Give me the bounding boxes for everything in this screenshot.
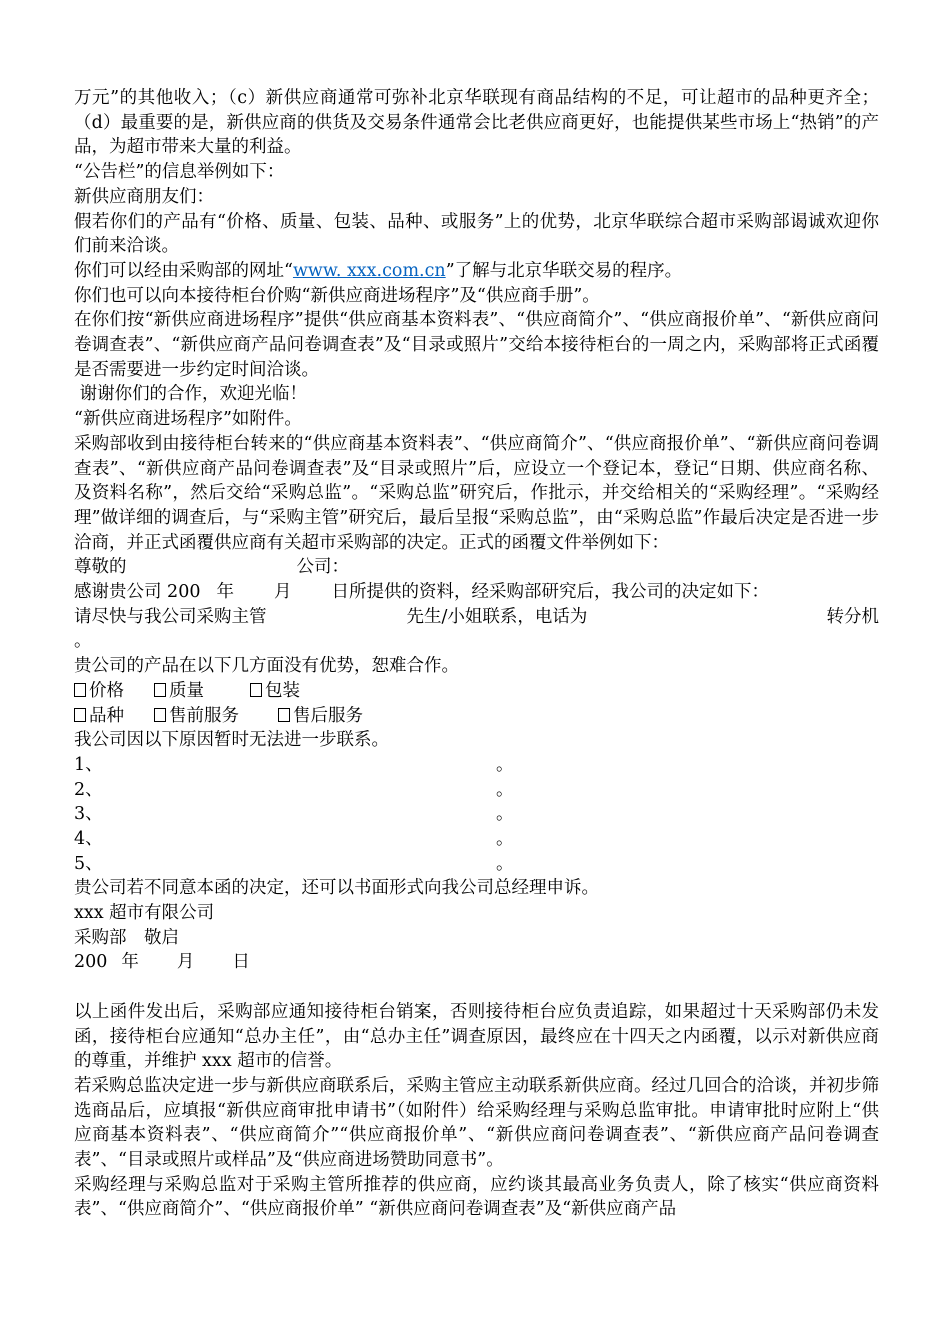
checkbox-price[interactable]: 价格 [74, 679, 154, 704]
contact-extension-text: 转分机 [826, 606, 879, 627]
checkbox-row-2 [74, 704, 879, 729]
checkbox-packaging[interactable]: 包装 [250, 679, 300, 704]
checkbox-square-icon [278, 708, 290, 722]
checkbox-square-icon [74, 708, 86, 722]
thanks-year-prefix: 感谢贵公司 200 [74, 582, 201, 603]
paragraph-thanks: 谢谢你们的合作，欢迎光临！ [74, 384, 308, 405]
checkbox-square-icon [74, 683, 86, 697]
blank-line [74, 975, 879, 1000]
paragraph-attachment-note: “新供应商进场程序”如附件。 [74, 409, 302, 430]
reason-line-1: 1、 。 [74, 754, 514, 775]
letter-appeal: 贵公司若不同意本函的决定，还可以书面形式向我公司总经理申诉。 [74, 878, 599, 899]
letter-salutation [74, 555, 879, 580]
website-prefix: 你们可以经由采购部的网址“ [74, 260, 293, 281]
paragraph-review-process: 采购部收到由接待柜台转来的“供应商基本资料表”、“供应商简介”、“供应商报价单”、“新供应商问卷调查表”、“新供应商产品问卷调查表”及“目录或照片”后，应设立一个登记本，登记“日期、供应商名称、及资料名称”，然后交给“采购总监”。“采购总监”研究后，作批示，并交给相关的“采购经理”。“采购经理”做详细的调查后，与“采购主管”研究后，最后呈报“采购总监”，由“采购总监”作最后决定是否进一步洽商，并正式函覆供应商有关超市采购部的决定。正式的函覆文件举例如下： [74, 433, 879, 553]
checkbox-presale-service[interactable]: 售前服务 [154, 704, 278, 729]
reason-line-3: 3、 。 [74, 804, 514, 825]
date-year: 200 [74, 952, 108, 973]
paragraph-invitation: 假若你们的产品有“价格、质量、包装、品种、或服务”上的优势，北京华联综合超市采购部谒诚欢迎你们前来洽谈。 [74, 211, 879, 257]
reason-line-5: 5、 。 [74, 853, 514, 874]
contact-manager-text: 请尽快与我公司采购主管 [74, 606, 267, 627]
checkbox-square-icon [154, 708, 166, 722]
paragraph-interview: 采购经理与采购总监对于采购主管所推荐的供应商，应约谈其最高业务负责人，除了核实“供应商资料表”、“供应商简介”、“供应商报价单” “新供应商问卷调查表”及“新供应商产品 [74, 1174, 879, 1220]
checkbox-row-1 [74, 679, 879, 704]
letter-contact-line [74, 605, 879, 630]
paragraph-intro-benefits: 万元”的其他收入；（c）新供应商通常可弥补北京华联现有商品结构的不足，可让超市的品种更齐全；（d）最重要的是，新供应商的供货及交易条件通常会比老供应商更好，也能提供某些市场上“热销”的产品，为超市带来大量的利益。 [74, 88, 879, 158]
salutation-text: 尊敬的 [74, 557, 127, 578]
checkbox-quality[interactable]: 质量 [154, 679, 250, 704]
letter-thanks-line [74, 580, 879, 605]
thanks-year-label: 年 [216, 582, 234, 603]
letter-department: 采购部 敬启 [74, 927, 179, 948]
date-month-label: 月 [176, 952, 195, 973]
thanks-month-label: 月 [273, 582, 292, 603]
checkbox-square-icon [250, 683, 262, 697]
paragraph-website [74, 259, 879, 284]
paragraph-approval: 若采购总监决定进一步与新供应商联系后，采购主管应主动联系新供应商。经过几回合的洽谈，并初步筛选商品后，应填报“新供应商审批申请书”（如附件）给采购经理与采购总监审批。申请审批时应附上“供应商基本资料表”、“供应商简介”“供应商报价单”、“新供应商问卷调查表”、“新供应商产品问卷调查表”、“目录或照片或样品”及“供应商进场赞助同意书”。 [74, 1075, 879, 1171]
reason-line-2: 2、 。 [74, 779, 514, 800]
website-link[interactable]: www. xxx.com.cn [292, 260, 446, 281]
reason-line-4: 4、 。 [74, 828, 514, 849]
paragraph-follow-up: 以上函件发出后，采购部应通知接待柜台销案，否则接待柜台应负责追踪，如果超过十天采购部仍未发函，接待柜台应通知“总办主任”，由“总办主任”调查原因，最终应在十四天之内函覆，以示对新供应商的尊重，并维护 xxx 超市的信誉。 [74, 1001, 879, 1072]
letter-contact-end [74, 629, 879, 654]
letter-reasons-intro: 我公司因以下原因暂时无法进一步联系。 [74, 730, 389, 751]
paragraph-greeting: 新供应商朋友们： [74, 186, 214, 207]
contact-phone-text: 先生/小姐联系，电话为 [406, 606, 588, 627]
date-year-label: 年 [121, 952, 139, 973]
paragraph-submission-process: 在你们按“新供应商进场程序”提供“供应商基本资料表”、“供应商简介”、“供应商报价单”、“新供应商问卷调查表”、“新供应商产品问卷调查表”及“目录或照片”交给本接待柜台的一周之内，采购部将正式函覆是否需要进一步约定时间洽谈。 [74, 310, 879, 380]
website-suffix: ”了解与北京华联交易的程序。 [445, 260, 683, 281]
checkbox-square-icon [154, 683, 166, 697]
paragraph-bulletin-example: “公告栏”的信息举例如下： [74, 162, 285, 183]
letter-no-advantage: 贵公司的产品在以下几方面没有优势，恕难合作。 [74, 656, 459, 677]
letter-company: xxx 超市有限公司 [74, 903, 215, 924]
date-day-label: 日 [232, 952, 250, 973]
letter-date [74, 950, 879, 975]
checkbox-aftersale-service[interactable]: 售后服务 [278, 704, 363, 729]
checkbox-variety[interactable]: 品种 [74, 704, 154, 729]
paragraph-purchase-handbook: 你们也可以向本接待柜台价购“新供应商进场程序”及“供应商手册”。 [74, 285, 600, 306]
salutation-company: 公司： [296, 557, 349, 578]
contact-period: 。 [74, 631, 92, 652]
thanks-day-text: 日所提供的资料，经采购部研究后，我公司的决定如下： [331, 582, 769, 603]
document-body [74, 86, 879, 1222]
